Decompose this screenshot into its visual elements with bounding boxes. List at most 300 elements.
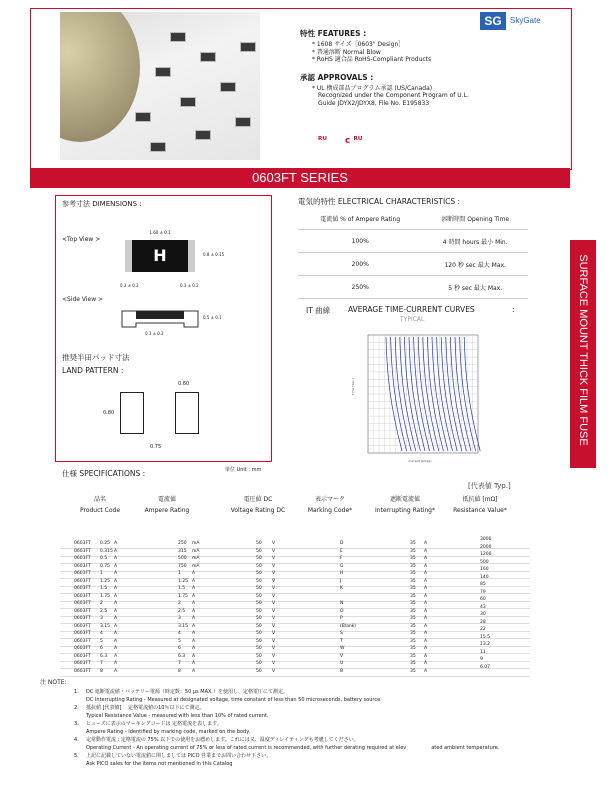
table-cell: 22 xyxy=(480,627,486,632)
spec-header-en: Resistance Value* xyxy=(453,507,507,514)
table-cell: 50 xyxy=(256,653,262,659)
note-jp: 抵抗値 [代表値] 定格電流値の10％以下にて測定。 xyxy=(86,704,205,711)
table-cell: A xyxy=(192,586,196,591)
table-cell: 0603FT xyxy=(74,601,91,606)
table-cell: A xyxy=(424,541,428,546)
table-cell: A xyxy=(114,638,118,644)
table-cell: V xyxy=(272,578,276,584)
spec-header xyxy=(218,494,298,514)
approval-line: Recognized under the Component Program of U.L. xyxy=(318,92,469,99)
table-cell: A xyxy=(192,593,196,599)
table-cell: A xyxy=(114,563,118,569)
table-cell: A xyxy=(114,668,118,674)
spec-header-en: Interrupting Rating* xyxy=(375,507,435,514)
table-cell: 3.15 xyxy=(100,623,111,629)
table-cell: A xyxy=(424,556,428,561)
spec-header-jp: 抵抗値 [mΩ] xyxy=(462,496,498,503)
table-cell: 35 xyxy=(410,586,416,591)
table-cell: 5 xyxy=(100,638,103,644)
table-cell: 0.5 xyxy=(100,556,108,561)
table-cell: 1.75 xyxy=(100,593,111,599)
table-cell: 750 xyxy=(178,563,187,569)
table-cell: D xyxy=(340,541,344,546)
top-view-label: <Top View > xyxy=(62,236,101,243)
table-cell: 1200 xyxy=(480,552,492,557)
table-cell: 50 xyxy=(256,556,262,561)
table-cell: 13.2 xyxy=(480,642,491,647)
note-en: Ask PICO sales for the items not mentioned in this Catalog xyxy=(86,760,233,767)
table-cell: 0603FT xyxy=(74,631,91,636)
cul-mark-icon: c ᴿᵁ xyxy=(345,136,363,146)
table-cell: 3 xyxy=(100,616,103,621)
table-cell: A xyxy=(424,631,428,636)
table-cell: V xyxy=(340,653,344,659)
table-cell: 1 xyxy=(100,571,103,576)
table-row xyxy=(298,253,528,276)
table-cell: 5 秒 sec 最大 Max. xyxy=(422,276,528,299)
chip-image xyxy=(135,112,151,122)
table-cell: 0603FT xyxy=(74,571,91,576)
table-cell: W xyxy=(340,646,345,651)
unit-label: 単位 Unit : mm xyxy=(225,467,262,473)
table-cell: A xyxy=(192,608,196,614)
table-cell: 50 xyxy=(256,616,262,621)
table-cell: K xyxy=(340,586,343,591)
table-cell: 8 xyxy=(100,668,103,674)
note-en: Ampere Rating - Identified by marking code, marked on the body. xyxy=(86,728,251,735)
table-cell: A xyxy=(424,608,428,614)
chip-image xyxy=(195,130,211,140)
table-cell: A xyxy=(192,616,196,621)
table-cell: 50 xyxy=(256,646,262,651)
chip-image xyxy=(155,67,171,77)
table-cell: A xyxy=(114,593,118,599)
table-cell: A xyxy=(114,616,118,621)
table-cell: 35 xyxy=(410,556,416,561)
table-cell: 35 xyxy=(410,548,416,554)
pad-height-dim: 0.80 xyxy=(103,410,115,416)
table-cell: H xyxy=(340,571,344,576)
table-cell: V xyxy=(272,586,276,591)
table-cell: U xyxy=(340,661,344,666)
table-cell: B xyxy=(340,668,344,674)
curve-title: IT 曲線 xyxy=(306,306,331,315)
electrical-title: 電気的特性 ELECTRICAL CHARACTERISTICS : xyxy=(298,197,461,206)
approvals-title: 承認 APPROVALS : xyxy=(300,72,374,82)
table-cell: 250% xyxy=(298,276,422,299)
table-cell: A xyxy=(114,541,118,546)
table-cell: A xyxy=(424,623,428,629)
table-cell: 1 xyxy=(178,571,181,576)
table-cell: 50 xyxy=(256,608,262,614)
table-cell: 1.25 xyxy=(100,578,111,584)
chip-letter: H xyxy=(153,246,167,265)
table-cell: 0603FT xyxy=(74,668,91,674)
table-cell: 0603FT xyxy=(74,638,91,644)
typ-label: [代表値 Typ.] xyxy=(468,482,511,490)
note-jp: 定常動作電流 : 定格電流の 75% 以下での使用をお薦めします。これには又、温度ディレイティングも考慮してください。 xyxy=(86,736,359,743)
table-cell: A xyxy=(424,586,428,591)
table-cell: 0603FT xyxy=(74,653,91,659)
note-jp: ヒューズに表示のマーキングコードは 定格電流を表します。 xyxy=(86,720,222,727)
table-cell: 35 xyxy=(410,571,416,576)
table-cell: A xyxy=(192,661,196,666)
table-cell: V xyxy=(272,638,276,644)
table-cell: V xyxy=(272,631,276,636)
table-cell: 140 xyxy=(480,574,489,580)
table-cell: 50 xyxy=(256,661,262,666)
spec-header xyxy=(300,494,360,514)
table-cell: 8 xyxy=(178,668,181,674)
table-row xyxy=(60,664,530,677)
series-title: 0603FT SERIES xyxy=(252,170,348,185)
note-item xyxy=(40,736,560,752)
table-cell: 2.5 xyxy=(100,608,108,614)
spec-header-jp: 電圧値 DC xyxy=(243,496,273,503)
table-cell: V xyxy=(272,571,276,576)
note-jp: DC 遮断電流値・バッテリー電源（時定数：50 µs MAX.）を使用し、定格電圧にて測定。 xyxy=(86,688,289,695)
curve-subtitle: AVERAGE TIME-CURRENT CURVES xyxy=(348,305,475,314)
table-cell: 35 xyxy=(410,601,416,606)
spec-header-en: Marking Code* xyxy=(307,507,353,514)
logo-mark: SG xyxy=(480,12,506,30)
table-cell: 100% xyxy=(298,230,422,253)
note-number: 5. xyxy=(74,752,79,759)
table-cell: 0603FT xyxy=(74,616,91,621)
table-cell: V xyxy=(272,661,276,666)
table-cell: 0603FT xyxy=(74,586,91,591)
table-cell: 35 xyxy=(410,631,416,636)
side-view-label: <Side View > xyxy=(62,296,104,303)
table-cell: 0603FT xyxy=(74,578,91,584)
table-cell: mA xyxy=(192,548,200,554)
table-cell: A xyxy=(114,578,118,584)
land-title-jp: 推奨半田パッド寸法 xyxy=(62,353,130,362)
table-cell: 0603FT xyxy=(74,593,91,599)
table-cell: 0603FT xyxy=(74,646,91,651)
dim-bottom: 0.3 ± 0.2 xyxy=(145,331,164,336)
table-cell: 50 xyxy=(256,548,262,554)
spec-header xyxy=(132,494,202,514)
pad-width-dim: 0.60 xyxy=(178,381,190,387)
dimensions-title: 参考寸法 DIMENSIONS : xyxy=(62,200,142,208)
table-cell: 2.5 xyxy=(178,608,186,614)
table-cell: 50 xyxy=(256,638,262,644)
table-cell: 0603FT xyxy=(74,556,91,561)
table-cell: F xyxy=(340,556,343,561)
dim-term-left: 0.3 ± 0.2 xyxy=(120,283,139,288)
chip-image xyxy=(170,32,186,42)
table-cell: V xyxy=(272,556,276,561)
table-cell: A xyxy=(114,623,118,629)
chip-image xyxy=(240,42,256,52)
table-cell: 1.75 xyxy=(178,593,189,599)
table-cell: A xyxy=(114,548,118,554)
table-cell: G xyxy=(340,563,344,569)
table-cell: V xyxy=(272,653,276,659)
table-cell: A xyxy=(192,646,196,651)
land-pad-left xyxy=(120,392,144,434)
table-cell: 4 xyxy=(178,631,181,636)
table-cell: (Blank) xyxy=(340,623,357,629)
table-cell: A xyxy=(424,571,428,576)
note-en: Operating Current - An operating current of 75% or less of rated current is recommended, with further derating required at elev ated ambient temperature. xyxy=(86,744,500,751)
table-cell: mA xyxy=(192,556,200,561)
table-cell: V xyxy=(272,593,276,599)
table-cell: A xyxy=(424,638,428,644)
table-row xyxy=(298,276,528,299)
table-cell: 50 xyxy=(256,623,262,629)
table-cell: 11 xyxy=(480,649,486,655)
chip-image xyxy=(235,117,251,127)
table-cell: A xyxy=(424,668,428,674)
note-item xyxy=(40,688,560,704)
note-number: 4. xyxy=(74,736,79,743)
table-cell: A xyxy=(192,631,196,636)
table-cell: 6 xyxy=(100,646,103,651)
table-cell: 2000 xyxy=(480,544,492,550)
table-cell: A xyxy=(192,571,196,576)
spec-header xyxy=(60,494,140,514)
table-cell: 4 時間 hours 最小 Min. xyxy=(422,230,528,253)
table-cell: 30 xyxy=(480,612,486,617)
table-cell: A xyxy=(424,563,428,569)
table-cell: 50 xyxy=(256,601,262,606)
table-cell: V xyxy=(272,541,276,546)
table-cell: V xyxy=(272,668,276,674)
table-cell: 200% xyxy=(298,253,422,276)
table-cell: 0.25 xyxy=(100,541,111,546)
table-row xyxy=(298,207,528,230)
brand-name: SkyGate xyxy=(510,16,541,25)
table-cell: 500 xyxy=(480,559,489,565)
table-cell: 0603FT xyxy=(74,661,91,666)
spec-header-jp: 電流値 xyxy=(157,496,176,503)
curve-colon: : xyxy=(512,305,515,314)
table-cell: 50 xyxy=(256,541,262,546)
notes-section xyxy=(40,678,560,768)
spec-header xyxy=(370,494,440,514)
table-cell: mA xyxy=(192,541,200,546)
table-cell: 35 xyxy=(410,578,416,584)
land-pad-right xyxy=(175,392,199,434)
chip-top-view xyxy=(125,240,195,272)
table-cell: A xyxy=(114,631,118,636)
note-number: 2. xyxy=(74,704,79,711)
table-cell: 50 xyxy=(256,578,262,584)
table-cell: 7 xyxy=(178,661,181,666)
spec-header xyxy=(445,494,515,514)
table-cell: 35 xyxy=(410,563,416,569)
table-cell: 7 xyxy=(100,661,103,666)
table-cell: 35 xyxy=(410,593,416,599)
table-cell: A xyxy=(424,593,428,599)
table-cell: 35 xyxy=(410,623,416,629)
spec-header-en: Ampere Rating xyxy=(144,507,190,514)
table-cell: V xyxy=(272,548,276,554)
table-cell: 50 xyxy=(256,631,262,636)
table-cell: 500 xyxy=(178,556,187,561)
table-cell: A xyxy=(192,653,196,659)
features-title: 特性 FEATURES : xyxy=(300,29,367,38)
table-cell: 160 xyxy=(480,567,489,572)
feature-item: * RoHS 適合品 RoHS-Compliant Products xyxy=(312,56,432,63)
table-cell: 15.5 xyxy=(480,634,491,640)
table-cell: 0603FT xyxy=(74,623,91,629)
table-cell: 6.07 xyxy=(480,664,491,670)
table-cell: 0.75 xyxy=(100,563,111,569)
table-cell: A xyxy=(114,608,118,614)
curve-typical: TYPICAL xyxy=(400,316,425,323)
table-cell: A xyxy=(192,668,196,674)
pad-gap-dim: 0.75 xyxy=(150,444,162,450)
table-cell: 1.5 xyxy=(100,586,108,591)
table-cell: A xyxy=(424,601,428,606)
table-cell: A xyxy=(192,638,196,644)
series-bar xyxy=(30,168,570,188)
spec-header-jp: 遮断電流値 xyxy=(389,496,420,503)
table-cell: V xyxy=(272,608,276,614)
coin-image xyxy=(60,12,140,142)
table-cell: A xyxy=(192,601,196,606)
feature-item: * 1608 サイズ［0603" Design］ xyxy=(312,41,405,48)
table-cell: P xyxy=(340,616,343,621)
side-banner xyxy=(570,240,596,468)
chip-image xyxy=(180,97,196,107)
table-cell: A xyxy=(424,578,428,584)
table-cell: 2 xyxy=(100,601,103,606)
table-cell: 85 xyxy=(480,582,486,587)
table-cell: V xyxy=(272,623,276,629)
electrical-table xyxy=(298,207,528,299)
table-cell: 315 xyxy=(178,548,187,554)
table-cell: 50 xyxy=(256,563,262,569)
table-row xyxy=(298,230,528,253)
table-cell: 120 秒 sec 最大 Max. xyxy=(422,253,528,276)
table-cell: 50 xyxy=(256,571,262,576)
table-cell: 9 xyxy=(480,657,483,662)
spec-header-jp: 表示マーク xyxy=(314,496,345,503)
notes-label: 注 NOTE: xyxy=(40,679,67,686)
table-cell: J xyxy=(340,578,342,584)
table-cell: A xyxy=(424,646,428,651)
table-cell: 79 xyxy=(480,589,486,595)
table-cell: 35 xyxy=(410,653,416,659)
table-cell: A xyxy=(424,616,428,621)
table-cell: 28 xyxy=(480,619,486,625)
table-cell: 6.3 xyxy=(100,653,108,659)
approval-line: Guide JDYX2/JDYX8, File No. E195833 xyxy=(318,99,430,107)
table-cell: A xyxy=(114,661,118,666)
table-cell: 5 xyxy=(178,638,181,644)
table-cell: 250 xyxy=(178,541,187,546)
note-en: Typical Resistance Value - measured with less than 10% of rated current. xyxy=(86,712,269,719)
approval-line: * UL 構成部品プログラム承認 (US/Canada) xyxy=(312,84,433,92)
dim-height: 0.5 ± 0.1 xyxy=(203,315,222,320)
table-cell: 35 xyxy=(410,638,416,644)
features-block xyxy=(300,28,520,107)
dim-length: 1.60 ± 0.1 xyxy=(149,230,171,235)
table-cell: 0603FT xyxy=(74,563,91,569)
land-title-en: LAND PATTERN : xyxy=(62,366,124,375)
time-current-chart xyxy=(350,325,490,465)
table-cell: A xyxy=(114,571,118,576)
table-cell: A xyxy=(424,548,428,554)
dim-width: 0.8 ± 0.15 xyxy=(203,252,225,257)
table-cell: O xyxy=(340,608,344,614)
table-cell: 35 xyxy=(410,616,416,621)
note-item xyxy=(40,752,560,768)
spec-header-jp: 品名 xyxy=(93,496,106,503)
table-cell: V xyxy=(272,563,276,569)
note-number: 1. xyxy=(74,688,79,695)
note-jp: 上記に記載していない電流値に関しましては PICO 営業までお問い合わせ下さい。 xyxy=(86,752,272,759)
table-cell: 35 xyxy=(410,646,416,651)
table-cell: 1.25 xyxy=(178,578,189,584)
table-cell: 3 xyxy=(178,616,181,621)
table-cell: 50 xyxy=(256,586,262,591)
table-cell: 0.315 xyxy=(100,548,113,554)
note-en: DC Interrupting Rating - Measured at designated voltage, time constant of less than 50 microseconds, battery source. xyxy=(86,696,382,703)
spec-header-en: Voltage Rating DC xyxy=(230,507,286,514)
table-cell: 35 xyxy=(410,661,416,666)
table-cell: 50 xyxy=(256,593,262,599)
table-cell: A xyxy=(114,586,118,591)
feature-item: * 普通溶断 Normal Blow xyxy=(312,48,381,56)
table-cell: 60 xyxy=(480,597,486,602)
table-cell: 43 xyxy=(480,604,486,610)
table-cell: V xyxy=(272,646,276,651)
spec-header-en: Product Code xyxy=(79,507,121,514)
table-cell: V xyxy=(272,601,276,606)
table-cell: 35 xyxy=(410,541,416,546)
table-cell: 3.15 xyxy=(178,623,189,629)
table-cell: A xyxy=(114,601,118,606)
table-cell: T xyxy=(340,638,343,644)
table-cell: 1.5 xyxy=(178,586,186,591)
table-cell: 35 xyxy=(410,668,416,674)
table-cell: 0603FT xyxy=(74,541,91,546)
table-cell: 4 xyxy=(100,631,103,636)
table-cell: V xyxy=(272,616,276,621)
table-cell: 50 xyxy=(256,668,262,674)
table-cell: 6 xyxy=(178,646,181,651)
table-cell: N xyxy=(340,601,344,606)
dim-term-right: 0.3 ± 0.2 xyxy=(180,283,199,288)
table-cell: S xyxy=(340,631,343,636)
chip-image xyxy=(220,82,236,92)
table-cell: 35 xyxy=(410,608,416,614)
table-cell: A xyxy=(114,646,118,651)
product-photo xyxy=(60,12,260,160)
table-header: 溶断時間 Opening Time xyxy=(422,207,528,230)
table-cell: A xyxy=(424,661,428,666)
table-cell: A xyxy=(114,556,118,561)
table-cell: mA xyxy=(192,563,200,569)
table-cell: A xyxy=(114,653,118,659)
table-cell: 0603FT xyxy=(74,548,91,554)
chart-ylabel: Time (Sec.) xyxy=(351,378,355,395)
table-cell: 3000 xyxy=(480,537,492,542)
spec-title: 仕様 SPECIFICATIONS : xyxy=(62,469,146,478)
ul-mark-icon: ᴿᵁ xyxy=(318,136,327,146)
table-cell: E xyxy=(340,548,343,554)
note-item xyxy=(40,704,560,720)
table-cell: A xyxy=(424,653,428,659)
table-header: 電流値 % of Ampere Rating xyxy=(298,207,422,230)
side-label: SURFACE MOUNT THICK FILM FUSE xyxy=(577,254,589,446)
chip-image xyxy=(150,142,166,152)
